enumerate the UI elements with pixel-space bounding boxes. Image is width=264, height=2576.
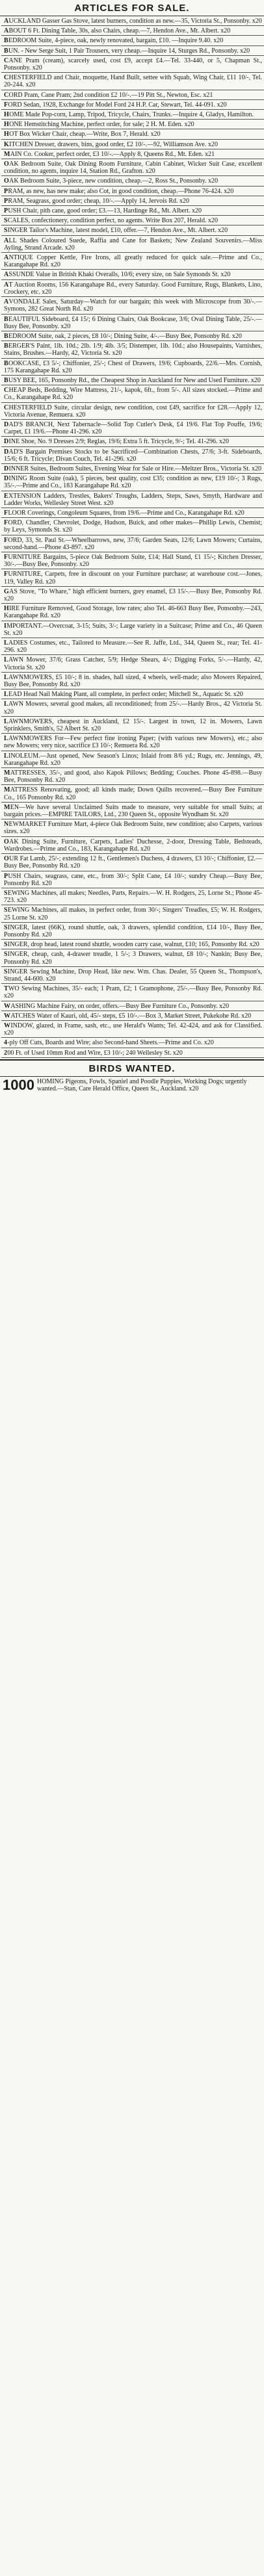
ad-lead-letter: K — [4, 140, 10, 148]
ad-text: AK Bedroom Suite, Oak Dining Room Furniture, Cabin Cabinet, Wicker Suit Case, excellent condition, no agents, inquire 14, Station Rd., Grafton. x20 — [4, 161, 262, 175]
ad-text: AK Dining Suite, Furniture, Carpets, Ladies' Duchesse, 2-door, Dressing Table, Bedsteads, Wardrobes.—Prime and Co., 183, Karangahape Rd. x20 — [4, 838, 262, 853]
ad-text: WO Sewing Machines, 35/- each; 1 Pram, £2; 1 Gramophone, 25/-.—Busy Bee, Ponsonby Rd. x20 — [4, 985, 262, 1000]
classified-ad — [1, 871, 264, 888]
ad-lead-letter: A — [4, 27, 9, 35]
ad-text: OOKCASE, £3 5/-; Chiffonier, 25/-; Chest of Drawers, 19/6; Cupboards, 22/6.—Mrs. Cornish, 175 Karangahape Rd. x20 — [4, 359, 262, 374]
ad-lead-letter: W — [4, 1012, 11, 1020]
ad-text: T Auction Rooms, 156 Karangahape Rd., every Saturday. Good Furniture, Rugs, Blankets, Lino, Crockery, etc. x20 — [4, 281, 262, 296]
classified-ad — [1, 940, 264, 949]
ad-lead-letter: O — [4, 177, 10, 185]
ad-lead-letter: B — [4, 342, 8, 350]
ad-text: IRE Furniture Removed, Good Storage, low rates; also Tel. 46-663 Busy Bee, Ponsonby.—243, Karangahape Rd. x20 — [4, 605, 262, 620]
ad-lead-letter: M — [4, 769, 10, 777]
classified-ad — [1, 1048, 264, 1058]
classified-ad — [1, 437, 264, 446]
classified-ad — [1, 447, 264, 464]
ad-lead-letter: S — [4, 217, 8, 225]
classified-ad — [1, 16, 264, 26]
classified-ad — [1, 491, 264, 508]
classified-ad — [1, 129, 264, 139]
ad-lead-letter: S — [4, 951, 8, 959]
ad-lead-letter: S — [4, 889, 8, 897]
classified-ad — [1, 768, 264, 785]
ad-text: AS Stove, "To Whare," high efficient burners, grey enamel, £3 15/-.—Busy Bee, Ponsonby Rd. x20 — [4, 587, 262, 602]
ad-text: ITCHEN Dresser, drawers, bins, good order, £2 10/-.—92, Williamson Ave. x20 — [9, 140, 218, 148]
classified-ad — [1, 508, 264, 518]
section-title: ARTICLES FOR SALE. — [0, 0, 264, 16]
ad-text: EDROOM Suite, oak, 2 pieces, £8 10/-; Dining Suite, 4/-.—Busy Bee, Ponsonby Rd. x20 — [8, 332, 242, 340]
classified-ad — [1, 216, 264, 225]
ad-text: EWING Machines, all makes; Needles, Parts, Repairs.—W. H. Rodgers, 25, Lorne St.; Phone 45-723. x20 — [4, 889, 262, 905]
ad-lead-letter: F — [4, 519, 8, 527]
ad-lead-letter: L — [4, 752, 8, 760]
ad-lead-letter: 4 — [4, 1039, 8, 1047]
classified-ad — [1, 46, 264, 56]
classified-ad — [1, 837, 264, 854]
ads-list — [0, 16, 264, 1058]
classified-ad — [1, 140, 264, 149]
ad-text: -ply Off Cuts, Boards and Wire; also Second-hand Sheets.—Prime and Co. x20 — [7, 1039, 214, 1047]
ad-lead-letter: H — [4, 121, 10, 129]
ad-text: HESTERFIELD Suite, circular design, new condition, cost £49, sacrifice for £28.—Apply 12, Victoria Avenue, Remuera. x20 — [4, 404, 262, 419]
ad-text: INGER Tailor's Machine, latest model, £10, offer.—7, Hendon Ave., Mt. Albert. x20 — [7, 227, 228, 235]
ad-text: INE Shoe, No. 9 Dresses 2/9; Reglas, 19/6; Extra 5 ft. Tricycle, 9/-; Tel. 41-296. x20 — [8, 438, 230, 446]
classified-ad — [1, 159, 264, 176]
ad-text: INGER, cheap, cash, 4-drawer treadle, 1 5/-; 3 Drawers, walnut, £8 10/-; Nankin; Busy Bee, Ponsonby Rd. x20 — [4, 951, 262, 966]
birds-section-title: BIRDS WANTED. — [0, 1059, 264, 1077]
ad-lead-letter: L — [4, 691, 8, 699]
ad-lead-letter: M — [4, 150, 10, 158]
ad-text: ATTRESSES, 35/-, and good, also Kapok Pillows; Bedding; Couches. Phone 45-898.—Busy Bee, Ponsonby Rd. x20 — [4, 769, 262, 784]
ad-text: EDROOM Suite, 4-piece, oak, newly renovated, bargain, £10. —Inquire 9.40. x20 — [8, 37, 224, 45]
classified-ad — [1, 689, 264, 699]
ad-text: NTIQUE Copper Kettle, Fire Irons, all greatly reduced for quick sale.—Prime and Co., Karangahape Rd. x20 — [4, 254, 262, 269]
classified-ad — [1, 518, 264, 535]
ad-lead-letter: W — [4, 1022, 11, 1029]
classified-ad — [1, 569, 264, 586]
ad-text: INOLEUM.—Just opened, New Season's Linos; Inlaid from 8/6 yd.; Rugs, etc. Jennings, 49, Karangahape Rd. x20 — [4, 752, 262, 767]
ad-lead-letter: F — [4, 536, 8, 544]
ad-lead-letter: C — [4, 57, 9, 64]
classified-ad — [1, 206, 264, 216]
classified-ad — [1, 1001, 264, 1011]
ad-text: EAUTIFUL Sideboard, £4 15/; 6 Dining Chairs, Oak Bookcase, 3/6; Oval Dining Table, 25/-.—Busy Bee, Ponsonby. x20 — [4, 315, 262, 330]
classified-ad — [1, 253, 264, 270]
ad-text: INING Room Suite (oak), 5 pieces, best quality, cost £35; condition as new, £19 10/-; 3 Rugs, 35/-.—Prime and Co., 183 Karangahape Rd. x20 — [4, 475, 262, 490]
classified-ad — [1, 699, 264, 716]
ad-text: AD'S Bargain Premises Stocks to be Sacrificed—Combination Chests, 27/6; 3-ft. Sideboards, 15/6; 6 ft. Tricycle; Divan Couch, Tel. 41-296. x20 — [4, 448, 262, 463]
classified-ad — [1, 785, 264, 802]
ad-lead-letter: A — [4, 18, 9, 25]
ad-lead-letter: S — [4, 968, 8, 975]
ad-lead-letter: F — [4, 509, 8, 517]
ad-text: AK Bedroom Suite, 3-piece, new condition, cheap.—2, Ross St., Ponsonby. x20 — [9, 177, 218, 185]
ad-lead-letter: L — [4, 701, 8, 708]
classified-ad — [1, 403, 264, 420]
ad-text: INGER, drop head, latest round shuttle, wooden carry case, walnut, £10; 165, Ponsonby Rd. x20 — [7, 941, 259, 949]
ad-lead-letter: H — [4, 605, 10, 613]
ad-lead-letter: H — [4, 131, 10, 138]
ad-text: HESTERFIELD and Chair, moquette, Hand Built, settee with Squab, Wing Chair, £11 10/-, Tel. 20-244. x20 — [4, 74, 262, 89]
ad-lead-letter: B — [4, 359, 8, 367]
classified-ad — [1, 341, 264, 358]
classified-ad — [1, 464, 264, 474]
ad-lead-letter: L — [4, 673, 8, 681]
ad-lead-letter: M — [4, 786, 10, 794]
ad-lead-letter: D — [4, 465, 9, 472]
classified-ad — [1, 552, 264, 569]
ad-text: UR Fat Lamb, 25/-; extending 12 ft., Gentlemen's Duchess, 4 drawers, £3 10/-; Chiffonier, £2.—Busy Bee, Ponsonby Rd. x20 — [4, 855, 262, 870]
birds-ad — [0, 1077, 264, 1093]
ad-lead-letter: P — [4, 187, 8, 195]
ad-lead-letter: B — [4, 332, 8, 340]
classified-ad — [1, 474, 264, 491]
ad-text: AWNMOWERS For—Few perfect fine ironing Paper; (with various new Mowers), etc.; also new Mowers; very nice, sacrifice £3 10/-; Remuera Rd. x20 — [4, 735, 262, 750]
ad-text: LOOR Coverings, Congoleum Squares, from 19/6.—Prime and Co., Karangahape Rd. x20 — [8, 509, 244, 517]
ad-lead-letter: H — [4, 111, 10, 119]
classified-ad — [1, 734, 264, 751]
ad-text: OT Box Wicker Chair, cheap.—Write, Box 7, Herald. x20 — [9, 131, 161, 138]
ad-text: UCKLAND Gasser Gas Stove, latest burners, condition as new.—35, Victoria St., Ponsonby. x20 — [8, 18, 262, 25]
ad-lead-letter: B — [4, 376, 8, 384]
classified-ad — [1, 196, 264, 206]
ad-lead-letter: F — [4, 101, 8, 109]
classified-ad — [1, 225, 264, 235]
ad-text: INDOW, glazed, in Frame, sash, etc., use Herald's Wants; Tel. 42-424, and ask for Classified. x20 — [4, 1022, 262, 1037]
ad-lead-letter: O — [4, 161, 10, 168]
birds-ad-text: HOMING Pigeons, Fowls, Spaniel and Poodle Puppies, Working Dogs; urgently wanted.—Stan, Care Herald Office, Queen St., Auckland. x20 — [36, 1077, 247, 1092]
classified-ad — [1, 803, 264, 819]
classified-ad — [1, 535, 264, 552]
ad-text: XTENSION Ladders, Trestles, Bakers' Troughs, Ladders, Steps, Saws, Smyth, Hardware and Ladder Works, Wellesley Street West. x20 — [4, 492, 262, 507]
ad-lead-letter: P — [4, 197, 8, 205]
ad-text: CALES, confectionery, condition perfect, no agents. Write Box 207, Herald. x20 — [7, 217, 218, 225]
classified-ad — [1, 1038, 264, 1048]
classified-ad — [1, 854, 264, 871]
classified-ad — [1, 385, 264, 402]
ad-text: AD'S BRANCH, Next Tabernacle—Solid Top Cutler's Desk, £4 19/6. Flat Top Pouffe, 19/6; Carpet, £1 19/6.—Phone 41-296. x20 — [4, 420, 262, 436]
ad-text: ORD Pram, Cane Pram; 2nd condition £2 10/-.—19 Pitt St., Newton, Esc. x21 — [8, 91, 213, 99]
classified-ad — [1, 621, 264, 638]
classified-ad — [1, 297, 264, 314]
ad-text: UN. - New Serge Suit, 1 Pair Trousers, very cheap.—Inquire 14, Sturges Rd., Ponsonby. x20 — [8, 47, 250, 55]
ad-lead-letter: B — [4, 37, 8, 45]
ad-text: BOUT 6 Ft. Dining Table, 30s, also Chairs, cheap.—7, Hendon Ave., Mt. Albert. x20 — [8, 27, 231, 35]
ad-lead-letter: 2 — [4, 1049, 8, 1057]
classified-ad — [1, 673, 264, 689]
ad-text: ORD, Chandler, Chevrolet, Dodge, Hudson, Buick, and other makes—Phillip Lewis, Chemist; by Leys, Symonds St. x20 — [4, 519, 262, 534]
ad-text: AIN Co. Cooker, perfect order, £3 10/-.—Apply 8, Queens Rd., Mt. Eden. x21 — [10, 150, 215, 158]
ad-lead-letter: L — [4, 639, 8, 647]
classified-ad — [1, 56, 264, 73]
ad-lead-letter: L — [4, 735, 8, 743]
ad-lead-letter: C — [4, 74, 9, 82]
ad-text: ONE Hemstitching Machine, perfect order, for sale; 2 H. M. Eden. x20 — [9, 121, 194, 129]
ad-lead-letter: S — [4, 227, 8, 235]
classified-ad — [1, 187, 264, 196]
ad-text: ERGER'S Paint, 1lb. 10d.; 2lb. 1/9; 4lb. 3/5; Distemper, 1lb. 10d.; also Housepaints, Varnishes, Stains, Brushes.—Hardy, 42, Victoria St. x20 — [4, 342, 262, 357]
ad-lead-letter: O — [4, 855, 10, 863]
ad-text: EAD Head Nail Making Plant, all complete, in perfect order; Mitchell St., Aquatic St. x20 — [8, 691, 243, 699]
ad-text: USY BEE, 165, Ponsonby Rd., the Cheapest Shop in Auckland for New and Used Furniture. x20 — [8, 376, 261, 384]
ad-lead-letter: C — [4, 91, 9, 99]
ad-lead-letter: A — [4, 271, 9, 279]
ad-lead-letter: P — [4, 872, 8, 880]
ad-lead-letter: I — [4, 622, 7, 630]
ad-lead-letter: S — [4, 941, 8, 949]
ad-lead-letter: A — [4, 237, 9, 244]
ad-text: RAM, as new, has new make; also Cot, in good condition, cheap.—Phone 76-424. x20 — [8, 187, 234, 195]
ad-text: INGER, latest (66K), round shuttle, oak, 3 drawers, splendid condition, £14 10/-, Busy Bee, Ponsonby Rd. x20 — [4, 923, 262, 938]
classified-ad — [1, 717, 264, 734]
ad-text: AWNMOWERS, £5 10/-; 8 in. shades, hall sized, 4 wheels, well-made; also Mowers Repaired, Busy Bee, Ponsonby Rd. x20 — [4, 673, 262, 689]
ad-text: INNER Suites, Bedroom Suites, Evening Wear for Sale or Hire.—Meltzer Bros., Victoria St. x20 — [8, 465, 261, 472]
ad-lead-letter: D — [4, 475, 9, 483]
ad-lead-letter: N — [4, 821, 9, 829]
classified-ad — [1, 376, 264, 385]
ad-text: USH Chairs, seagrass, cane, etc., from 30/-; Split Cane, £4 10/-; sundry Cheap.—Busy Bee, Ponsonby Rd. x20 — [4, 872, 262, 887]
ad-lead-letter: O — [4, 838, 10, 845]
ad-text: ORD, 33, St. Paul St.—Wheelbarrows, new, 37/6; Garden Seats, 12/6; Lawn Mowers; Curtains, second-hand.—Phone 43-897. x20 — [4, 536, 262, 551]
ad-text: USH Chair, pith cane, good order; £3.—13, Hardinge Rd., Mt. Albert. x20 — [8, 207, 202, 215]
ad-text: OME Made Pop-corn, Lamp, Tripod, Tricycle, Chairs, Trunks.—Inquire 4, Gladys, Hamilton. — [9, 111, 254, 119]
classified-ad — [1, 176, 264, 186]
classified-ad — [1, 236, 264, 253]
classified-ad — [1, 819, 264, 836]
ad-text: ATCHES Water of Kauri, old, 45/- steps, £5 10/-.—Box 3, Market Street, Pukekohe Rd. x20 — [10, 1012, 252, 1020]
classified-ad — [1, 1021, 264, 1038]
ad-lead-letter: A — [4, 281, 9, 289]
ad-text: ASHING Machine Fairy, on order, offers.—Busy Bee Furniture Co., Ponsonby. x20 — [10, 1002, 230, 1010]
ad-text: HEAP Beds, Bedding, Wire Mattress, 21/-, kapok, 6ft., from 5/-. All sizes stocked.—Prime and Co., Karangahape Rd. x20 — [4, 387, 262, 402]
ad-lead-letter: C — [4, 404, 9, 411]
classified-ad — [1, 90, 264, 100]
birds-ad-number: 1000 — [3, 1076, 34, 1093]
classified-ad — [1, 638, 264, 655]
ad-text: MPORTANT.—Overcoat, 3-15; Suits, 3/-; Large variety in a Suitcase; Prime and Co., 46 Queen St. x20 — [4, 622, 262, 637]
ad-text: EWMARKET Furniture Mart, 4-piece Oak Bedroom Suite, new condition; also Carpets, various sizes. x20 — [4, 821, 262, 836]
classified-ad — [1, 270, 264, 279]
ad-lead-letter: A — [4, 298, 9, 306]
classified-ad — [1, 120, 264, 129]
ad-text: INGER Sewing Machine, Drop Head, like new. Wm. Chas. Dealer, 55 Queen St., Thompson's, Strand, 44-600. x20 — [4, 968, 262, 983]
ad-text: VONDALE Sales, Saturday—Watch for our bargain; this week with Microscope from 30/-.—Symons, 282 Great North Rd. x20 — [4, 298, 262, 313]
ad-lead-letter: G — [4, 587, 10, 595]
ad-text: ADIES Costumes, etc., Tailored to Measure.—See R. Jaffe, Ltd., 344, Queen St., rear; Tel. 41-296. x20 — [4, 639, 262, 654]
ad-lead-letter: F — [4, 571, 8, 578]
ad-lead-letter: F — [4, 553, 8, 561]
classified-ad — [1, 100, 264, 110]
ad-lead-letter: C — [4, 387, 9, 394]
ad-text: AWNMOWERS, cheapest in Auckland, £2 15/-. Largest in town, 12 in. Mowers, Lawn Sprinklers, Smith's, 52 Albert St. x20 — [4, 717, 262, 733]
classified-ad — [1, 359, 264, 376]
ad-text: EWING Machines, all makes, in perfect order, from 30/-; Singers' Treadles, £5; W. H. Rodgers, 25 Lorne St. x20 — [4, 907, 262, 921]
ad-text: URNITURE, Carpets, free in discount on your Furniture purchase; at warehouse cost.—Jones, 119, Valley Rd. x20 — [4, 571, 262, 586]
classified-ad — [1, 587, 264, 604]
ad-lead-letter: E — [4, 492, 8, 500]
classified-ad — [1, 26, 264, 36]
ad-text: ORD Sedan, 1928, Exchange for Model Ford 24 H.P. Car, Stewart, Tel. 44-091. x20 — [8, 101, 227, 109]
ad-text: 00 Ft. of Used 10mm Rod and Wire, £3 10/-; 240 Wellesley St. x20 — [7, 1049, 183, 1057]
ad-lead-letter: B — [4, 315, 8, 323]
classified-ad — [1, 923, 264, 940]
classified-ad — [1, 604, 264, 621]
classified-ad — [1, 420, 264, 437]
ad-text: SSUNDE Value in British Khaki Overalls, 10/6; every size, on Sale Symonds St. x20 — [8, 271, 231, 279]
classified-ad — [1, 949, 264, 966]
ad-text: LL Shades Coloured Suede, Raffia and Cane for Baskets; New Zealand Souvenirs.—Miss Ayling, Strand Arcade. x20 — [4, 237, 262, 251]
ad-lead-letter: B — [4, 47, 8, 55]
ad-text: ANE Pram (cream), scarcely used, cost £9, accept £4.—Tel. 33-440, or 5, Chapman St., Ponsonby. x20 — [4, 57, 262, 72]
classified-ad — [1, 331, 264, 341]
ad-text: EN—We have several Unclaimed Suits made to measure, very suitable for small Suits; at bargain prices.—EMPIRE TAILORS, Ltd., 230 Queen St., opposite Wyndham St. x20 — [4, 803, 262, 819]
classified-ad — [1, 110, 264, 120]
classified-ad — [1, 655, 264, 672]
classified-ad — [1, 315, 264, 331]
ad-lead-letter: L — [4, 656, 8, 664]
ad-lead-letter: S — [4, 907, 8, 914]
ad-text: URNITURE Bargains, 5-piece Oak Bedroom Suite, £14; Hall Stand, £1 15/-; Kitchen Dresser, 30/-.—Busy Bee, Ponsonby. x20 — [4, 553, 262, 569]
classified-ad — [1, 967, 264, 984]
ad-lead-letter: P — [4, 207, 8, 215]
ad-lead-letter: W — [4, 1002, 11, 1010]
classified-ad — [1, 1011, 264, 1021]
classified-ad — [1, 905, 264, 922]
ad-lead-letter: L — [4, 717, 8, 725]
ad-lead-letter: M — [4, 803, 10, 811]
classified-ad — [1, 751, 264, 768]
ad-lead-letter: D — [4, 420, 9, 428]
ad-lead-letter: S — [4, 923, 8, 931]
ad-lead-letter: D — [4, 438, 9, 446]
classified-ad — [1, 984, 264, 1001]
classified-ad — [1, 73, 264, 90]
ad-text: ATTRESS Renovating, good; all kinds made; Down Quilts recovered.—Busy Bee Furniture Co., 165 Ponsonby Rd. x20 — [4, 786, 262, 801]
classified-ad — [1, 888, 264, 905]
ad-text: AWN Mowers, several good makes, all reconditioned; from 25/-.—Hardy Bros., 42 Victoria St. x20 — [4, 701, 262, 715]
classified-ad — [1, 280, 264, 297]
ad-lead-letter: A — [4, 254, 9, 262]
classified-ad — [1, 149, 264, 159]
ad-lead-letter: T — [4, 985, 8, 993]
ad-text: RAM, Seagrass, good order; cheap, 10/-.—Apply 14, Jervois Rd. x20 — [8, 197, 189, 205]
classified-ad — [1, 36, 264, 45]
ad-lead-letter: D — [4, 448, 9, 456]
ad-text: AWN Mower, 37/6; Grass Catcher, 5/9; Hedge Shears, 4/-; Digging Forks, 5/-.—Hardy, 42, Victoria St. x20 — [4, 656, 262, 671]
